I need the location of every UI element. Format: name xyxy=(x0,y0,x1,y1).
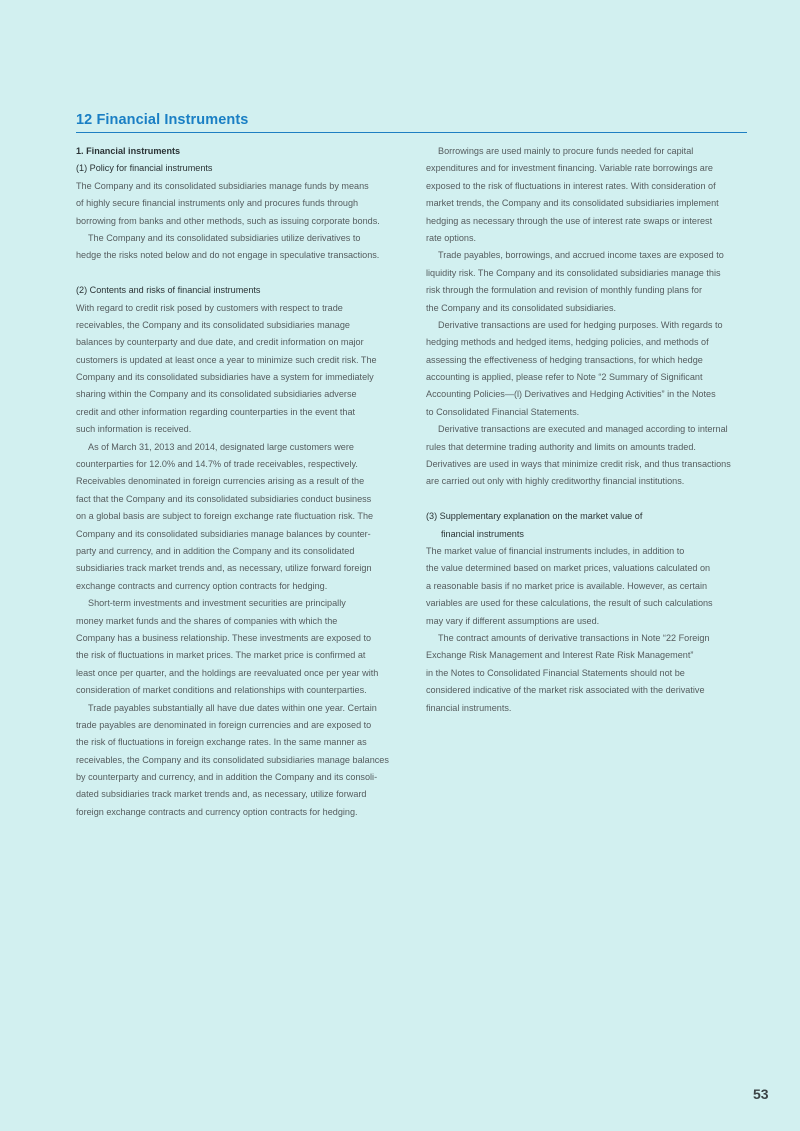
body-text-line: dated subsidiaries track market trends and, as necessary, utilize forward xyxy=(76,789,367,800)
paragraph-first-line: Short-term investments and investment securities are principally xyxy=(88,598,346,609)
body-text-line: trade payables are denominated in foreign currencies and are exposed to xyxy=(76,719,372,730)
section-title: 12 Financial Instruments xyxy=(76,112,249,128)
body-text-line: rules that determine trading authority and limits on amounts traded. xyxy=(426,441,696,452)
body-text-line: Company has a business relationship. These investments are exposed to xyxy=(76,632,372,643)
body-text-line: borrowing from banks and other methods, such as issuing corporate bonds. xyxy=(76,215,380,226)
body-text-line: are carried out only with highly creditworthy financial institutions. xyxy=(426,476,685,487)
subheading: (3) Supplementary explanation on the market value of xyxy=(426,511,643,522)
body-text-line: the Company and its consolidated subsidiaries. xyxy=(426,302,617,313)
body-text-line: money market funds and the shares of companies with which the xyxy=(76,615,338,626)
body-text-line: by counterparty and currency, and in addition the Company and its consoli- xyxy=(76,772,378,783)
body-text-line: the risk of fluctuations in foreign exchange rates. In the same manner as xyxy=(76,737,367,748)
body-text-line: to Consolidated Financial Statements. xyxy=(426,406,580,417)
body-text-line: party and currency, and in addition the Company and its consolidated xyxy=(76,545,355,556)
body-text-line: fact that the Company and its consolidated subsidiaries conduct business xyxy=(76,493,372,504)
body-text-line: Company and its consolidated subsidiaries manage balances by counter- xyxy=(76,528,371,539)
subheading-continuation: financial instruments xyxy=(441,528,524,539)
body-text-line: accounting is applied, please refer to Note “2 Summary of Significant xyxy=(426,372,703,383)
body-text-line: the risk of fluctuations in market prices. The market price is confirmed at xyxy=(76,650,366,661)
paragraph-spacer xyxy=(76,265,411,282)
body-text-line: hedging methods and hedged items, hedging policies, and methods of xyxy=(426,337,709,348)
body-text-line: least once per quarter, and the holdings are reevaluated once per year with xyxy=(76,667,379,678)
body-text-line: hedging as necessary through the use of interest rate swaps or interest xyxy=(426,215,713,226)
body-text-line: sharing within the Company and its consolidated subsidiaries adverse xyxy=(76,389,357,400)
paragraph-first-line: Trade payables substantially all have due dates within one year. Certain xyxy=(88,702,377,713)
body-text-line: The market value of financial instruments includes, in addition to xyxy=(426,545,685,556)
subheading: (2) Contents and risks of financial instruments xyxy=(76,285,261,296)
body-text-line: receivables, the Company and its consolidated subsidiaries manage balances xyxy=(76,754,389,765)
heading: 1. Financial instruments xyxy=(76,146,181,156)
paragraph-first-line: As of March 31, 2013 and 2014, designated large customers were xyxy=(88,441,354,452)
body-text-line: consideration of market conditions and relationships with counterparties. xyxy=(76,685,367,696)
body-text-line: considered indicative of the market risk associated with the derivative xyxy=(426,685,705,696)
body-text-line: exchange contracts and currency option contracts for hedging. xyxy=(76,580,328,591)
body-text-line: financial instruments. xyxy=(426,702,512,713)
paragraph-first-line: Borrowings are used mainly to procure funds needed for capital xyxy=(438,146,694,156)
paragraph-first-line: The contract amounts of derivative transactions in Note “22 Foreign xyxy=(438,632,710,643)
body-text-line: of highly secure financial instruments only and procures funds through xyxy=(76,198,359,209)
right-column xyxy=(426,143,761,717)
title-divider xyxy=(76,132,747,133)
body-text-line: assessing the effectiveness of hedging transactions, for which hedge xyxy=(426,354,703,365)
paragraph-first-line: The Company and its consolidated subsidiaries utilize derivatives to xyxy=(88,232,361,243)
body-text-line: variables are used for these calculations, the result of such calculations xyxy=(426,598,713,609)
body-text-line: The Company and its consolidated subsidiaries manage funds by means xyxy=(76,180,369,191)
body-text-line: on a global basis are subject to foreign exchange rate fluctuation risk. The xyxy=(76,511,374,522)
body-text-line: Accounting Policies—(l) Derivatives and Hedging Activities” in the Notes xyxy=(426,389,716,400)
body-text-line: risk through the formulation and revision of monthly funding plans for xyxy=(426,285,702,296)
body-text-line: rate options. xyxy=(426,232,477,243)
body-text-line: Exchange Risk Management and Interest Rate Risk Management” xyxy=(426,650,694,661)
paragraph-first-line: Derivative transactions are executed and managed according to internal xyxy=(438,424,728,435)
body-text-line: may vary if different assumptions are used. xyxy=(426,615,600,626)
body-text-line: the value determined based on market prices, valuations calculated on xyxy=(426,563,711,574)
body-text-line: expenditures and for investment financing. Variable rate borrowings are xyxy=(426,163,713,174)
body-text-line: market trends, the Company and its consolidated subsidiaries implement xyxy=(426,198,719,209)
body-text-line: Company and its consolidated subsidiaries have a system for immediately xyxy=(76,372,374,383)
body-text-line: subsidiaries track market trends and, as necessary, utilize forward foreign xyxy=(76,563,372,574)
subheading: (1) Policy for financial instruments xyxy=(76,163,213,174)
body-text-line: in the Notes to Consolidated Financial Statements should not be xyxy=(426,667,685,678)
body-text-line: a reasonable basis if no market price is available. However, as certain xyxy=(426,580,708,591)
paragraph-first-line: Trade payables, borrowings, and accrued income taxes are exposed to xyxy=(438,250,724,261)
paragraph-spacer xyxy=(426,491,761,508)
body-text-line: credit and other information regarding counterparties in the event that xyxy=(76,406,356,417)
body-text-line: foreign exchange contracts and currency option contracts for hedging. xyxy=(76,806,358,817)
body-text-line: With regard to credit risk posed by customers with respect to trade xyxy=(76,302,343,313)
page-number: 53 xyxy=(753,1086,769,1102)
body-text-line: exposed to the risk of fluctuations in interest rates. With consideration of xyxy=(426,180,716,191)
body-text-line: hedge the risks noted below and do not engage in speculative transactions. xyxy=(76,250,380,261)
paragraph-first-line: Derivative transactions are used for hedging purposes. With regards to xyxy=(438,319,723,330)
body-text-line: liquidity risk. The Company and its consolidated subsidiaries manage this xyxy=(426,267,721,278)
body-text-line: Receivables denominated in foreign currencies arising as a result of the xyxy=(76,476,365,487)
body-text-line: Derivatives are used in ways that minimize credit risk, and thus transactions xyxy=(426,459,731,470)
body-text-line: balances by counterparty and due date, and credit information on major xyxy=(76,337,364,348)
left-column xyxy=(76,143,411,821)
body-text-line: customers is updated at least once a year to minimize such credit risk. The xyxy=(76,354,377,365)
body-text-line: counterparties for 12.0% and 14.7% of trade receivables, respectively. xyxy=(76,459,358,470)
body-text-line: such information is received. xyxy=(76,424,192,435)
body-text-line: receivables, the Company and its consolidated subsidiaries manage xyxy=(76,319,350,330)
